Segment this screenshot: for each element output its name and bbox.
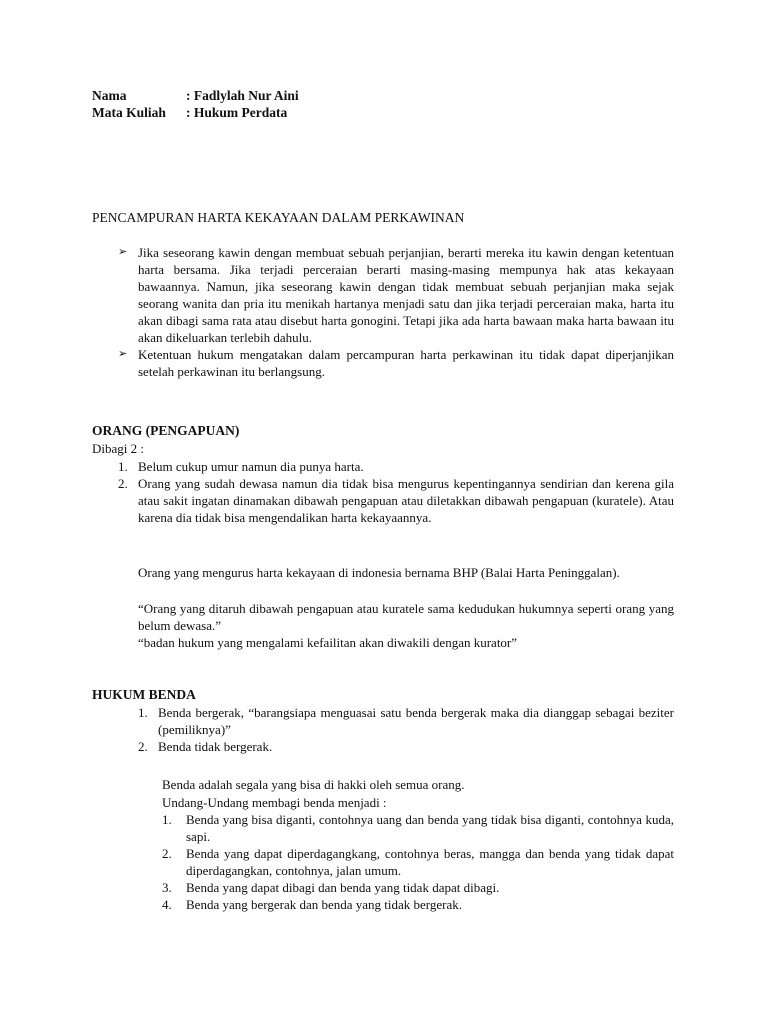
list-item xyxy=(162,896,674,913)
arrow-bullet-icon: ➢ xyxy=(118,348,128,360)
section1-bullet-list xyxy=(118,244,674,380)
list-item xyxy=(118,346,674,380)
list-item xyxy=(162,811,674,845)
bhp-paragraph: Orang yang mengurus harta kekayaan di indonesia bernama BHP (Balai Harta Peninggalan). xyxy=(138,565,620,580)
quote-kuratele: “Orang yang ditaruh dibawah pengapuan atau kuratele sama kedudukan hukumnya seperti orang yang belum dewasa.” xyxy=(138,601,674,633)
bullet-text: Jika seseorang kawin dengan membuat sebuah perjanjian, berarti mereka itu kawin dengan ketentuan harta bersama. Jika terjadi perceraian berarti masing-masing mempunya hak atas kekayaan bawaannya. Namun, jika seseorang kawin dengan tidak membuat sebuah perjanjian maka sejak seorang wanita dan pria itu menikah hartanya menjadi satu dan jika terjadi perceraian maka, harta itu akan dibagi sama rata atau disebut harta gonogini. Tetapi jika ada harta bawaan maka harta bawaan itu akan dikeluarkan terlebih dahulu. xyxy=(138,245,674,345)
item-number: 2. xyxy=(138,739,148,754)
item-number: 1. xyxy=(118,459,128,474)
bullet-text: Ketentuan hukum mengatakan dalam percampuran harta perkawinan itu tidak dapat diperjanjikan setelah perkawinan itu berlangsung. xyxy=(138,347,674,379)
list-item xyxy=(138,738,674,755)
course-value: : Hukum Perdata xyxy=(186,105,288,120)
item-number: 2. xyxy=(118,476,128,491)
section2-intro: Dibagi 2 : xyxy=(92,441,144,456)
item-text: Benda yang dapat diperdagangkang, contohnya beras, mangga dan benda yang tidak dapat diperdagangkan, contohnya, jalan umum. xyxy=(186,846,674,878)
name-row xyxy=(92,87,299,104)
section3-title: HUKUM BENDA xyxy=(92,687,196,702)
item-text: Benda tidak bergerak. xyxy=(158,739,273,754)
section3-list xyxy=(138,704,674,755)
section2-title: ORANG (PENGAPUAN) xyxy=(92,423,240,438)
item-text: Orang yang sudah dewasa namun dia tidak bisa mengurus kepentingannya sendirian dan kerena gila atau sakit ingatan dinamakan dibawah pengapuan atau diletakkan dibawah pengapuan (kuratele). Atau karena dia tidak bisa mengendalikan harta kekayaannya. xyxy=(138,476,674,525)
list-item xyxy=(162,879,674,896)
course-row xyxy=(92,104,299,121)
item-number: 1. xyxy=(138,705,148,720)
undang-undang-intro: Undang-Undang membagi benda menjadi : xyxy=(162,795,387,810)
benda-definition: Benda adalah segala yang bisa di hakki oleh semua orang. xyxy=(162,777,465,792)
item-text: Belum cukup umur namun dia punya harta. xyxy=(138,459,364,474)
quote-kurator: “badan hukum yang mengalami kefailitan akan diwakili dengan kurator” xyxy=(138,635,518,650)
benda-types-list xyxy=(162,811,674,913)
course-label: Mata Kuliah xyxy=(92,105,166,120)
section1-title: PENCAMPURAN HARTA KEKAYAAN DALAM PERKAWINAN xyxy=(92,210,465,225)
item-number: 3. xyxy=(162,880,172,895)
item-text: Benda yang bergerak dan benda yang tidak bergerak. xyxy=(186,897,463,912)
item-number: 1. xyxy=(162,812,172,827)
list-item xyxy=(118,244,674,346)
name-label: Nama xyxy=(92,88,127,103)
list-item xyxy=(118,458,674,475)
name-value: : Fadlylah Nur Aini xyxy=(186,88,299,103)
item-number: 4. xyxy=(162,897,172,912)
list-item xyxy=(162,845,674,879)
item-text: Benda bergerak, “barangsiapa menguasai satu benda bergerak maka dia dianggap sebagai beziter (pemiliknya)” xyxy=(158,705,674,737)
section2-list xyxy=(118,458,674,526)
arrow-bullet-icon: ➢ xyxy=(118,246,128,258)
student-info xyxy=(92,87,299,121)
list-item xyxy=(118,475,674,526)
item-number: 2. xyxy=(162,846,172,861)
item-text: Benda yang bisa diganti, contohnya uang dan benda yang tidak bisa diganti, contohnya kuda, sapi. xyxy=(186,812,674,844)
item-text: Benda yang dapat dibagi dan benda yang tidak dapat dibagi. xyxy=(186,880,500,895)
list-item xyxy=(138,704,674,738)
